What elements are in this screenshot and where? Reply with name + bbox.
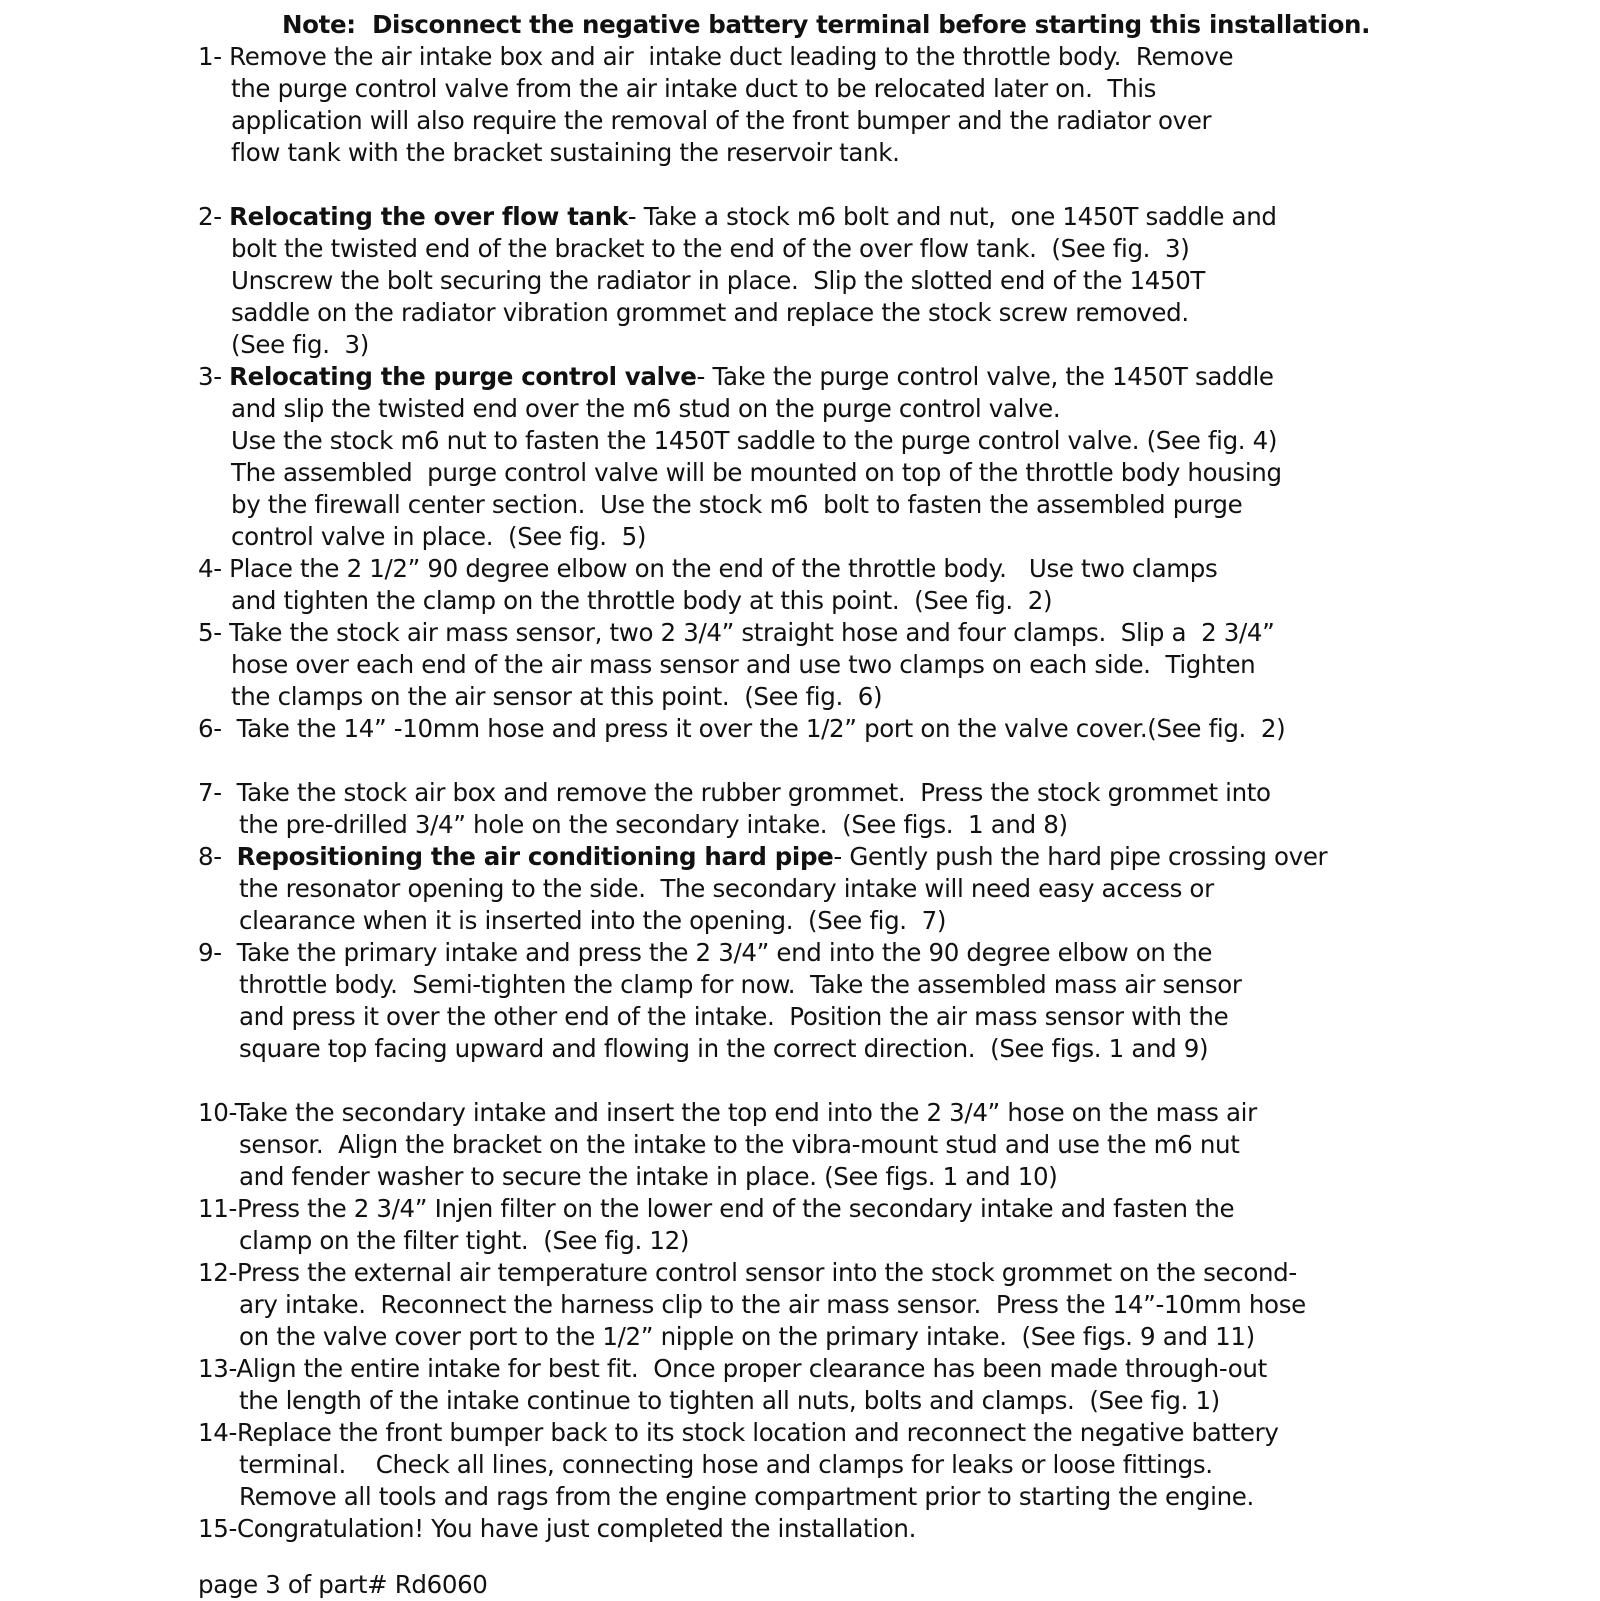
step-9-line: 9- Take the primary intake and press the 2 3/4” end into the 90 degree elbow on the <box>198 938 1213 967</box>
step-14-line: Remove all tools and rags from the engine compartment prior to starting the engine. <box>239 1482 1254 1511</box>
step-1-line: the purge control valve from the air intake duct to be relocated later on. This <box>231 74 1157 103</box>
step-3-line: The assembled purge control valve will be mounted on top of the throttle body housing <box>231 458 1282 487</box>
step-1-line: 1- Remove the air intake box and air intake duct leading to the throttle body. Remove <box>198 42 1234 71</box>
step-3-title: Relocating the purge control valve <box>229 362 697 391</box>
step-8-line: 8- Repositioning the air conditioning hard pipe- Gently push the hard pipe crossing over <box>198 842 1328 871</box>
step-3-line: by the firewall center section. Use the stock m6 bolt to fasten the assembled purge <box>231 490 1243 519</box>
step-12-line: 12-Press the external air temperature control sensor into the stock grommet on the second- <box>198 1258 1297 1287</box>
step-12-line: ary intake. Reconnect the harness clip to the air mass sensor. Press the 14”-10mm hose <box>239 1290 1306 1319</box>
step-2-line: 2- Relocating the over flow tank- Take a stock m6 bolt and nut, one 1450T saddle and <box>198 202 1277 231</box>
step-10-line: 10-Take the secondary intake and insert the top end into the 2 3/4” hose on the mass air <box>198 1098 1257 1127</box>
step-8-title: Repositioning the air conditioning hard pipe <box>236 842 834 871</box>
step-7-line: the pre-drilled 3/4” hole on the secondary intake. (See figs. 1 and 8) <box>239 810 1068 839</box>
step-8-line: the resonator opening to the side. The secondary intake will need easy access or <box>239 874 1214 903</box>
step-6-line: 6- Take the 14” -10mm hose and press it over the 1/2” port on the valve cover.(See fig. 2) <box>198 714 1286 743</box>
step-13-line: 13-Align the entire intake for best fit. Once proper clearance has been made through-out <box>198 1354 1267 1383</box>
step-15-line: 15-Congratulation! You have just completed the installation. <box>198 1514 917 1543</box>
step-1-line: flow tank with the bracket sustaining the reservoir tank. <box>231 138 900 167</box>
step-14-line: 14-Replace the front bumper back to its stock location and reconnect the negative battery <box>198 1418 1279 1447</box>
step-12-line: on the valve cover port to the 1/2” nipple on the primary intake. (See figs. 9 and 11) <box>239 1322 1255 1351</box>
step-3-line: and slip the twisted end over the m6 stud on the purge control valve. <box>231 394 1061 423</box>
step-8-line: clearance when it is inserted into the opening. (See fig. 7) <box>239 906 947 935</box>
step-7-line: 7- Take the stock air box and remove the rubber grommet. Press the stock grommet into <box>198 778 1271 807</box>
step-2-line: bolt the twisted end of the bracket to the end of the over flow tank. (See fig. 3) <box>231 234 1190 263</box>
step-9-line: square top facing upward and flowing in the correct direction. (See figs. 1 and 9) <box>239 1034 1209 1063</box>
step-4-line: and tighten the clamp on the throttle body at this point. (See fig. 2) <box>231 586 1053 615</box>
step-11-line: 11-Press the 2 3/4” Injen filter on the lower end of the secondary intake and fasten the <box>198 1194 1235 1223</box>
page-footer: page 3 of part# Rd6060 <box>198 1570 488 1599</box>
step-3-line: control valve in place. (See fig. 5) <box>231 522 647 551</box>
step-5-line: 5- Take the stock air mass sensor, two 2 3/4” straight hose and four clamps. Slip a 2 3/4” <box>198 618 1275 647</box>
step-2-line: saddle on the radiator vibration grommet and replace the stock screw removed. <box>231 298 1189 327</box>
step-4-line: 4- Place the 2 1/2” 90 degree elbow on the end of the throttle body. Use two clamps <box>198 554 1218 583</box>
step-2-line: Unscrew the bolt securing the radiator in place. Slip the slotted end of the 1450T <box>231 266 1206 295</box>
step-11-line: clamp on the filter tight. (See fig. 12) <box>239 1226 690 1255</box>
step-5-line: the clamps on the air sensor at this point. (See fig. 6) <box>231 682 883 711</box>
step-2-line: (See fig. 3) <box>231 330 369 359</box>
step-10-line: and fender washer to secure the intake in place. (See figs. 1 and 10) <box>239 1162 1058 1191</box>
step-9-line: and press it over the other end of the intake. Position the air mass sensor with the <box>239 1002 1229 1031</box>
step-14-line: terminal. Check all lines, connecting hose and clamps for leaks or loose fittings. <box>239 1450 1213 1479</box>
step-2-title: Relocating the over flow tank <box>229 202 628 231</box>
step-9-line: throttle body. Semi-tighten the clamp for now. Take the assembled mass air sensor <box>239 970 1242 999</box>
step-3-line: 3- Relocating the purge control valve- Take the purge control valve, the 1450T saddle <box>198 362 1274 391</box>
step-13-line: the length of the intake continue to tighten all nuts, bolts and clamps. (See fig. 1) <box>239 1386 1220 1415</box>
step-1-line: application will also require the removal of the front bumper and the radiator over <box>231 106 1212 135</box>
step-3-line: Use the stock m6 nut to fasten the 1450T saddle to the purge control valve. (See fig. 4) <box>231 426 1278 455</box>
note-heading: Note: Disconnect the negative battery terminal before starting this installation. <box>282 10 1371 39</box>
step-10-line: sensor. Align the bracket on the intake to the vibra-mount stud and use the m6 nut <box>239 1130 1240 1159</box>
step-5-line: hose over each end of the air mass sensor and use two clamps on each side. Tighten <box>231 650 1256 679</box>
